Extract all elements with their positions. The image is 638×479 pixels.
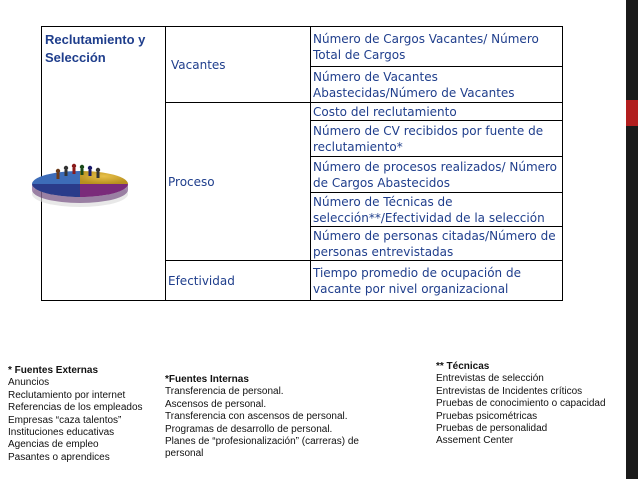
list-item: Empresas “caza talentos”: [8, 414, 122, 426]
list-item: Transferencia de personal.: [165, 386, 284, 398]
list-item: Referencias de los empleados: [8, 402, 143, 414]
list-item: Programas de desarrollo de personal.: [165, 423, 333, 435]
list-item: Pruebas de conocimiento o capacidad: [436, 398, 606, 410]
list-item: Pruebas psicométricas: [436, 410, 538, 422]
notes-title: * Fuentes Externas: [8, 365, 99, 376]
group-label: Proceso: [168, 174, 215, 189]
indicator-text: Número de Cargos Vacantes/ Número Total de Cargos: [313, 31, 539, 62]
indicator-text: Número de CV recibidos por fuente de reclutamiento*: [313, 123, 544, 154]
list-item: Planes de “profesionalización” (carreras) de personal: [165, 436, 359, 460]
group-label: Efectividad: [168, 273, 235, 288]
notes-title: *Fuentes Internas: [165, 374, 249, 385]
group-cell-proceso: [166, 103, 311, 261]
group-label: Vacantes: [171, 57, 226, 72]
list-item: Pruebas de personalidad: [436, 423, 548, 435]
indicator-cell: [311, 103, 563, 121]
indicator-cell: [311, 261, 563, 301]
indicator-cell: [311, 67, 563, 103]
list-item: Entrevistas de Incidentes críticos: [436, 385, 583, 397]
table-row: [42, 27, 563, 67]
indicator-cell: [311, 193, 563, 227]
list-item: Ascensos de personal.: [165, 398, 267, 410]
list-item: Instituciones educativas: [8, 427, 115, 439]
indicator-text: Número de Técnicas de selección**/Efectividad de la selección: [313, 194, 545, 225]
indicator-text: Número de personas citadas/Número de personas entrevistadas: [313, 228, 556, 259]
notes-title: ** Técnicas: [436, 361, 490, 372]
list-item: Entrevistas de selección: [436, 373, 544, 385]
list-item: Assement Center: [436, 435, 514, 447]
notes-fuentes-internas: [165, 374, 375, 461]
list-item: Pasantes o aprendices: [8, 451, 110, 463]
right-bar-accent: [626, 100, 638, 126]
indicator-cell: [311, 157, 563, 193]
list-item: Reclutamiento por internet: [8, 389, 126, 401]
list-item: Anuncios: [8, 377, 50, 389]
notes-tecnicas: [436, 361, 621, 448]
right-decorative-bar: [626, 0, 638, 479]
indicator-text: Número de Vacantes Abastecidas/Número de Vacantes: [313, 69, 515, 100]
list-item: Agencias de empleo: [8, 439, 99, 451]
indicator-text: Tiempo promedio de ocupación de vacante por nivel organizacional: [313, 265, 521, 296]
group-cell-efectividad: [166, 261, 311, 301]
indicator-text: Número de procesos realizados/ Número de Cargos Abastecidos: [313, 159, 558, 190]
indicator-cell: [311, 227, 563, 261]
indicator-cell: [311, 121, 563, 157]
notes-fuentes-externas: [8, 365, 168, 464]
indicator-text: Costo del reclutamiento: [313, 104, 457, 119]
group-cell-vacantes: [166, 27, 311, 103]
table-header: Reclutamiento y Selección: [45, 32, 146, 65]
list-item: Transferencia con ascensos de personal.: [165, 411, 348, 423]
indicator-cell: [311, 27, 563, 67]
people-pie-chart-icon: [22, 148, 140, 219]
